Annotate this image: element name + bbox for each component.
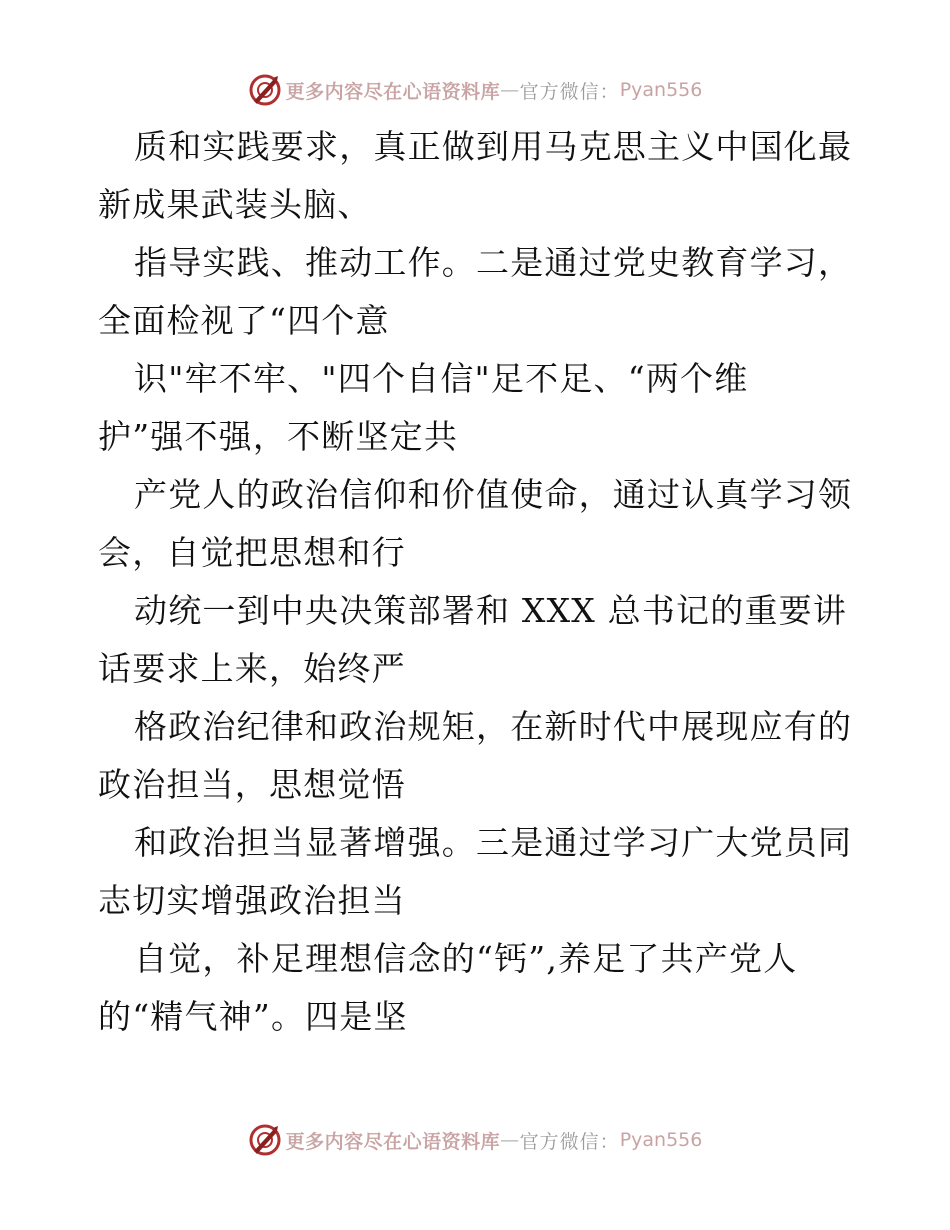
body-line: 话要求上来，始终严 — [98, 649, 406, 688]
body-line: 的“精气神”。四是坚 — [98, 997, 408, 1036]
banner-wechat-id: Pyan556 — [619, 1129, 703, 1151]
banner-wechat-label: 官方微信： — [519, 80, 620, 103]
header-banner — [0, 70, 950, 110]
body-line: 政治担当，思想觉悟 — [98, 765, 406, 804]
body-line: 志切实增强政治担当 — [98, 881, 406, 920]
body-line: 新成果武装头脑、 — [98, 185, 372, 224]
banner-wechat-id: Pyan556 — [619, 79, 703, 101]
body-line: 和政治担当显著增强。三是通过学习广大党员同 — [134, 823, 853, 862]
body-line: 格政治纪律和政治规矩，在新时代中展现应有的 — [134, 707, 853, 746]
document-body — [98, 118, 868, 1046]
body-line: 会，自觉把思想和行 — [98, 533, 406, 572]
banner-slogan: 更多内容尽在心语资料库 — [285, 80, 501, 103]
body-line: 产党人的政治信仰和价值使命，通过认真学习领 — [134, 475, 853, 514]
banner-dash: — — [500, 1129, 520, 1151]
body-line: 识"牢不牢、"四个自信"足不足、“两个维 — [134, 359, 749, 398]
banner-wechat-label: 官方微信： — [519, 1130, 620, 1153]
brand-logo-icon — [248, 1123, 282, 1157]
body-line: 自觉，补足理想信念的“钙”,养足了共产党人 — [134, 939, 798, 978]
body-line: 护”强不强，不断坚定共 — [98, 417, 459, 456]
body-line: 全面检视了“四个意 — [98, 301, 390, 340]
body-line: 动统一到中央决策部署和 XXX 总书记的重要讲 — [134, 591, 848, 630]
body-line: 指导实践、推动工作。二是通过党史教育学习， — [134, 243, 853, 282]
body-line: 质和实践要求，真正做到用马克思主义中国化最 — [134, 127, 853, 166]
footer-banner — [0, 1120, 950, 1160]
banner-dash: — — [500, 79, 520, 101]
banner-slogan: 更多内容尽在心语资料库 — [285, 1130, 501, 1153]
brand-logo-icon — [248, 73, 282, 107]
